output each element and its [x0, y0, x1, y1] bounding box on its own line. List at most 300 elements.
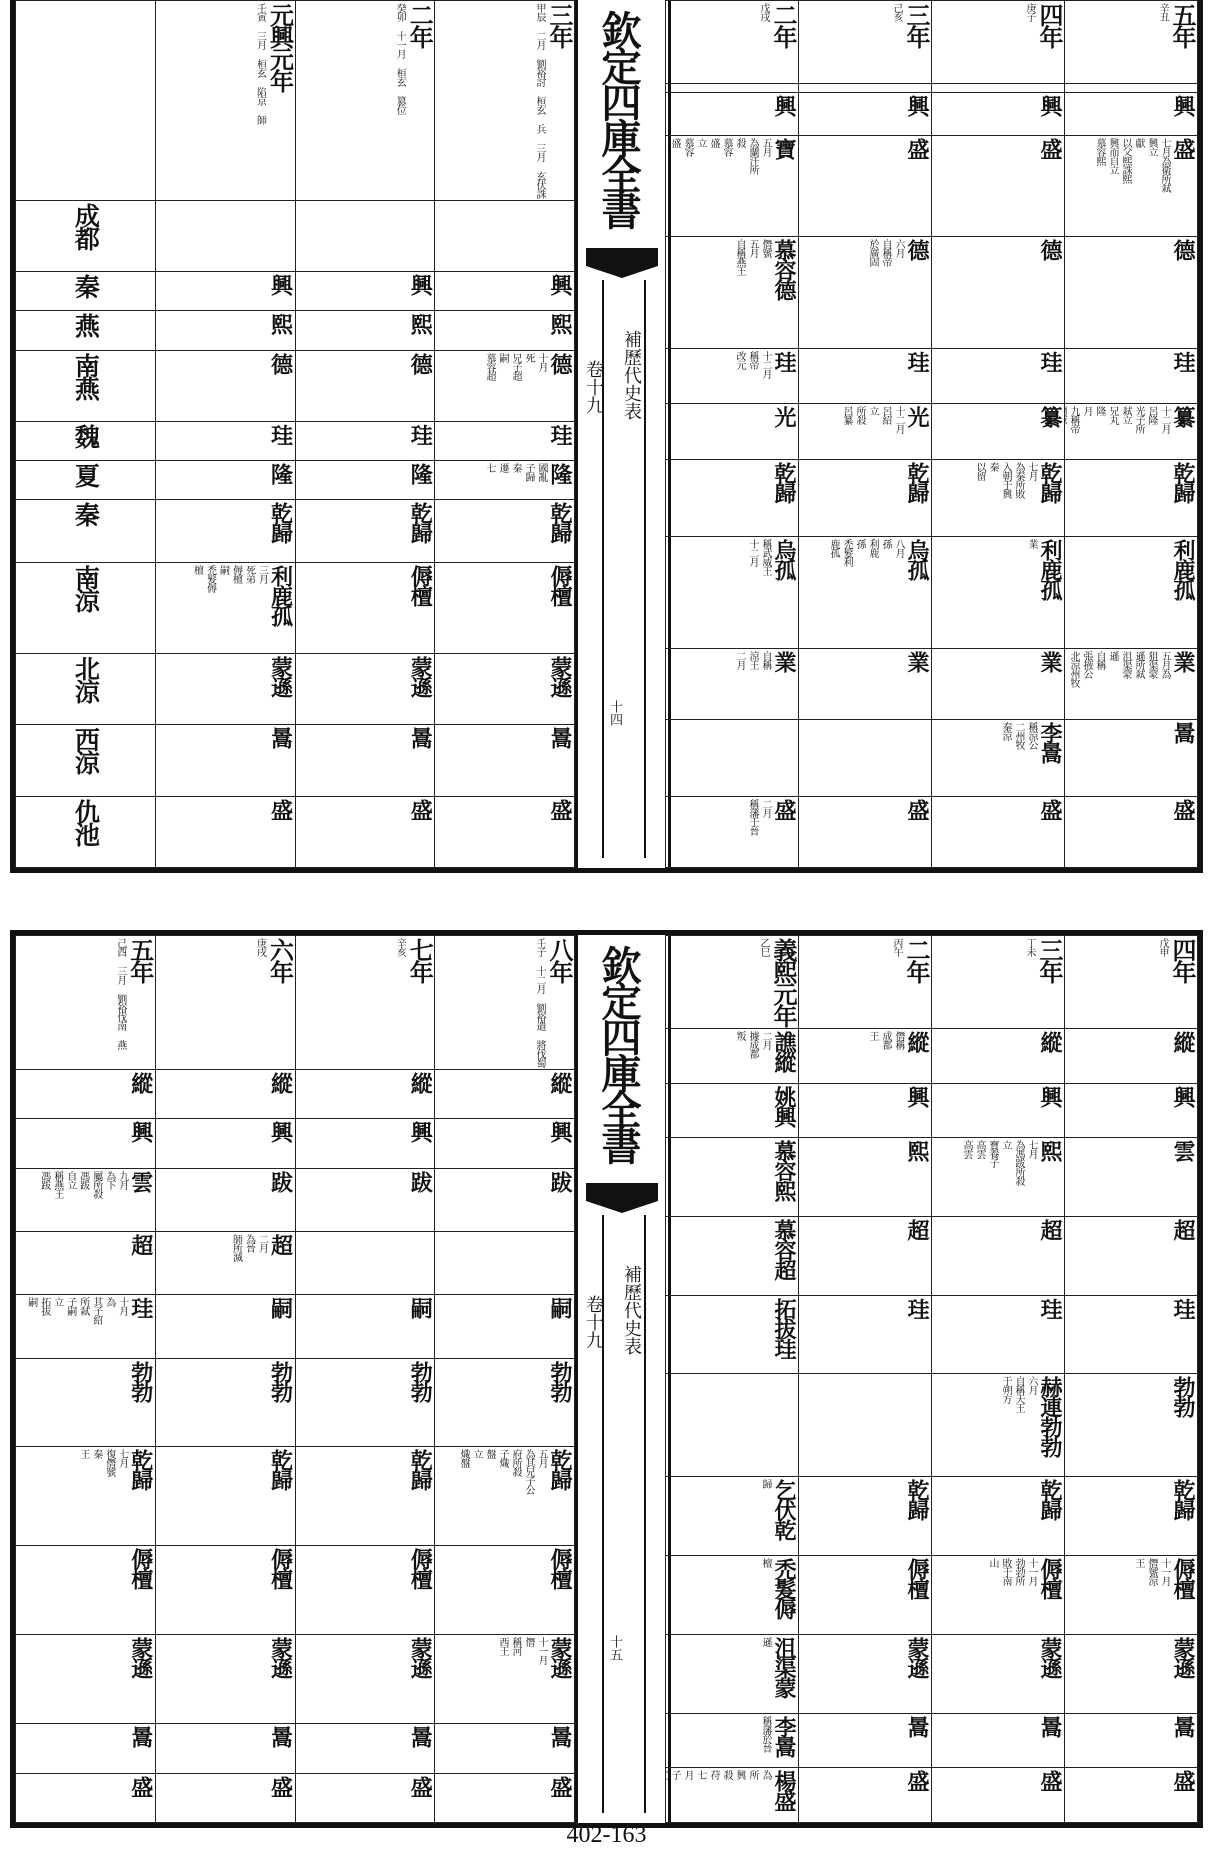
ruler-note: 稱涼公 — [1026, 721, 1037, 749]
year-header — [159, 938, 295, 1067]
ruler-note: 五月 — [747, 239, 758, 258]
table-cell — [1065, 1374, 1198, 1477]
ruler-note: 自稱天王 — [1013, 1376, 1024, 1413]
table-cell — [435, 311, 575, 350]
row-label: 南涼 — [71, 565, 101, 612]
ruler-name: 暠 — [127, 1726, 154, 1747]
row-label-cell — [16, 421, 156, 460]
top-left-table — [15, 0, 575, 868]
ruler-note: 慕容 — [682, 137, 693, 156]
table-row — [666, 237, 1198, 349]
table-row — [666, 649, 1198, 720]
table-cell — [435, 421, 575, 460]
cell-content — [438, 313, 571, 347]
ruler-name: 興 — [1170, 94, 1196, 115]
cell-content — [802, 1219, 928, 1293]
ruler-note: 西王 — [497, 1637, 508, 1656]
cell-content — [935, 799, 1061, 865]
row-label: 西涼 — [71, 727, 101, 774]
ruler-name: 縱 — [1037, 1031, 1063, 1051]
ruler-note: 稱藩於晉 — [760, 1715, 771, 1752]
table-cell — [666, 1768, 799, 1823]
table-cell — [1065, 1083, 1198, 1138]
table-cell — [932, 1635, 1065, 1714]
year-label: 三年 — [902, 3, 931, 47]
table-cell — [295, 796, 435, 867]
table-row — [666, 349, 1198, 404]
cell-content — [159, 313, 292, 347]
ruler-note: 立 — [867, 406, 878, 416]
table-cell — [666, 1556, 799, 1635]
ruler-name: 興 — [267, 1121, 294, 1142]
year-label: 五年 — [125, 938, 155, 982]
ruler-note: 自稱 — [1094, 651, 1105, 670]
ruler-name: 光 — [771, 406, 797, 427]
ruler-note: 沮渠蒙 — [1120, 651, 1131, 679]
cell-content — [159, 1449, 292, 1543]
ruler-name: 暠 — [407, 727, 434, 748]
ruler-name: 嗣 — [547, 1297, 573, 1318]
cell-content — [438, 1171, 571, 1229]
row-label-cell — [16, 500, 156, 563]
table-row — [666, 537, 1198, 649]
table-row — [16, 1773, 575, 1823]
year-label: 七年 — [405, 938, 435, 982]
ruler-name: 興 — [1037, 1085, 1063, 1106]
ruler-name: 業 — [771, 651, 797, 672]
cell-content — [438, 1449, 571, 1543]
table-cell — [16, 1773, 156, 1823]
ruler-name: 超 — [1037, 1218, 1063, 1239]
table-cell — [799, 237, 932, 349]
ruler-name: 盛 — [904, 1770, 930, 1791]
ruler-note: 遜所弒 — [1133, 651, 1144, 679]
cell-content — [19, 1072, 152, 1116]
table-cell — [666, 1216, 799, 1295]
ruler-name: 暠 — [407, 1726, 434, 1747]
table-cell — [932, 84, 1065, 93]
table-row — [666, 797, 1198, 868]
ruler-note: 勃勃所 — [1013, 1558, 1024, 1586]
ruler-note: 僭號涼 — [1146, 1558, 1157, 1586]
ruler-name: 興 — [1037, 94, 1063, 115]
cell-content — [159, 656, 292, 722]
ruler-note: 稱河 — [510, 1637, 521, 1656]
table-cell — [932, 1374, 1065, 1477]
table-cell — [932, 649, 1065, 720]
ruler-note — [666, 1770, 667, 1779]
ruler-note: 自稱帝 — [880, 239, 891, 267]
cell-content — [935, 1298, 1061, 1372]
cell-content — [802, 406, 928, 456]
table-cell — [932, 349, 1065, 404]
top-spine — [575, 0, 671, 868]
ruler-name: 德 — [267, 352, 294, 373]
table-row — [16, 1724, 575, 1773]
ruler-note: 八月 — [893, 539, 904, 558]
table-row — [666, 135, 1198, 237]
cell-content — [299, 424, 432, 458]
table-cell — [1065, 349, 1198, 404]
row-label: 仇池 — [71, 798, 101, 845]
table-row — [666, 92, 1198, 135]
table-cell — [932, 1477, 1065, 1556]
ruler-note: 涼王 — [747, 651, 758, 670]
table-row — [666, 1477, 1198, 1556]
cell-content — [438, 463, 571, 497]
ruler-note: 僭 — [523, 1637, 534, 1647]
bottom-page — [10, 930, 1203, 1828]
bottom-spine — [575, 935, 671, 1823]
table-row — [666, 1216, 1198, 1295]
ruler-name: 盛 — [407, 798, 434, 819]
cell-content — [802, 462, 928, 535]
cell-content — [299, 565, 432, 651]
cell-content — [159, 1361, 292, 1445]
ruler-note: 十二月 — [893, 406, 904, 434]
cell-content — [935, 462, 1061, 535]
cell-content — [159, 799, 292, 865]
cell-content — [935, 138, 1061, 235]
ruler-name: 暠 — [1037, 1715, 1063, 1736]
table-cell — [155, 1295, 295, 1358]
ruler-note: 為晉 — [243, 1234, 255, 1253]
year-header — [1068, 3, 1197, 81]
table-cell — [155, 1724, 295, 1773]
ruler-note: 二月 — [734, 651, 745, 670]
cell-content — [1068, 1376, 1194, 1474]
year-header — [438, 938, 574, 1067]
table-cell — [799, 1768, 932, 1823]
ruler-note: 七月 — [1026, 1140, 1037, 1159]
table-cell — [799, 1713, 932, 1768]
cell-content — [669, 138, 795, 235]
table-cell — [799, 1216, 932, 1295]
table-cell — [295, 1119, 435, 1168]
year-header — [935, 938, 1064, 1026]
ruler-note: 於廣固 — [867, 239, 878, 267]
cell-content — [802, 799, 928, 865]
year-note: 癸卯 十一月 桓玄 篡位 — [394, 3, 406, 114]
cell-content — [19, 1637, 152, 1721]
table-row — [16, 311, 575, 350]
cell-content — [299, 1776, 432, 1821]
ruler-name: 興 — [407, 1121, 434, 1142]
spine-subtitle: 補歷代史表 — [621, 330, 642, 420]
bottom-right-table — [665, 935, 1198, 1823]
cell-content — [1068, 1716, 1194, 1766]
year-header-cell — [155, 936, 295, 1070]
row-label: 夏 — [71, 463, 101, 487]
table-cell — [932, 1556, 1065, 1635]
year-label: 二年 — [902, 938, 931, 982]
table-cell — [932, 135, 1065, 237]
ruler-name: 興 — [407, 274, 434, 295]
ruler-note — [1065, 406, 1066, 424]
book-title: 欽定四庫全書 — [595, 10, 642, 226]
ruler-note: 兄子超 — [510, 352, 521, 380]
table-cell — [932, 1768, 1065, 1823]
table-cell — [435, 654, 575, 725]
ruler-name: 傉檀 — [1037, 1558, 1063, 1599]
year-header — [299, 3, 435, 198]
cell-content — [159, 353, 292, 419]
ruler-note: 檀 — [760, 1558, 771, 1568]
cell-content — [159, 1776, 292, 1821]
ruler-name: 勃勃 — [407, 1360, 434, 1401]
cell-content — [802, 239, 928, 346]
ruler-name: 利鹿孤 — [267, 565, 294, 626]
ruler-note: 慕容超 — [484, 352, 495, 380]
ruler-note: 為其兄子公 — [523, 1449, 534, 1495]
table-cell — [295, 272, 435, 311]
cell-content — [299, 1726, 432, 1770]
row-label: 秦 — [71, 502, 101, 526]
row-label: 北涼 — [71, 656, 101, 702]
top-page — [10, 0, 1203, 873]
ruler-name: 乾歸 — [771, 461, 797, 502]
table-row — [16, 421, 575, 460]
cell-content — [1068, 406, 1194, 456]
table-cell — [16, 1635, 156, 1724]
table-row — [16, 1168, 575, 1231]
ruler-note: 嗣 — [497, 352, 508, 362]
ruler-name: 跋 — [267, 1170, 294, 1191]
cell-content — [159, 1548, 292, 1632]
ruler-note: 孫 — [854, 539, 865, 549]
table-cell — [155, 1773, 295, 1823]
table-cell — [932, 1295, 1065, 1374]
cell-content — [802, 1716, 928, 1766]
ruler-note: 遜 — [760, 1637, 771, 1647]
row-label-cell — [16, 272, 156, 311]
table-cell — [666, 719, 799, 797]
table-cell — [1065, 797, 1198, 868]
ruler-note: 十月 — [116, 1297, 128, 1316]
cell-content — [802, 651, 928, 717]
cell-content — [669, 1770, 795, 1820]
label-corner — [16, 1, 156, 201]
table-cell — [435, 1232, 575, 1295]
ruler-name: 德 — [904, 239, 930, 260]
ruler-note: 張掖公 — [1081, 651, 1092, 679]
ruler-name: 興 — [547, 1121, 573, 1142]
year-label: 三年 — [1035, 938, 1064, 982]
year-note: 辛亥 — [394, 938, 406, 956]
ruler-name: 縱 — [127, 1072, 154, 1092]
ruler-name: 珪 — [1170, 1297, 1196, 1318]
cell-content — [299, 727, 432, 793]
cell-content — [299, 1637, 432, 1721]
cell-content — [1068, 799, 1194, 865]
ruler-name: 乾歸 — [547, 502, 573, 543]
cell-content — [1068, 95, 1194, 133]
row-label: 魏 — [71, 423, 101, 447]
ruler-name: 超 — [1170, 1218, 1196, 1239]
year-header-cell — [1065, 936, 1198, 1029]
table-row — [16, 654, 575, 725]
table-cell — [295, 311, 435, 350]
table-cell — [932, 404, 1065, 459]
ruler-note: 十二月 — [760, 351, 771, 379]
ruler-name: 隆 — [267, 463, 294, 484]
year-label: 八年 — [545, 938, 574, 982]
cell-content — [438, 353, 571, 419]
table-cell — [666, 1295, 799, 1374]
cell-content — [299, 1297, 432, 1355]
table-cell — [799, 797, 932, 868]
ruler-note: 呂紹 — [880, 406, 891, 425]
ruler-name: 暠 — [547, 727, 573, 748]
ruler-name: 盛 — [267, 798, 294, 819]
ruler-note: 慕容熙 — [1094, 137, 1105, 165]
ruler-note: 傉檀 — [230, 565, 242, 584]
cell-content — [1068, 539, 1194, 646]
ruler-note: 立 — [471, 1449, 482, 1459]
year-header — [669, 938, 798, 1026]
ruler-note: 六月 — [893, 239, 904, 258]
ruler-name: 傉檀 — [1170, 1558, 1196, 1599]
ruler-name: 興 — [127, 1121, 154, 1142]
book-title: 欽定四庫全書 — [595, 945, 642, 1161]
ruler-note: 子 — [669, 1770, 680, 1780]
table-cell — [435, 272, 575, 311]
table-cell — [1065, 1635, 1198, 1714]
ruler-name: 盛 — [127, 1775, 154, 1796]
table-cell — [155, 1546, 295, 1635]
table-cell — [435, 461, 575, 500]
table-cell — [435, 796, 575, 867]
cell-content — [159, 1297, 292, 1355]
cell-content — [802, 1770, 928, 1820]
row-label: 秦 — [71, 274, 101, 298]
footer-label: 402-163 — [566, 1822, 647, 1848]
cell-content — [299, 1548, 432, 1632]
table-cell — [155, 1168, 295, 1231]
table-cell — [799, 537, 932, 649]
table-cell — [799, 1138, 932, 1217]
table-cell — [932, 797, 1065, 868]
table-cell — [666, 797, 799, 868]
cell-content — [159, 1171, 292, 1229]
ruler-name: 盛 — [1037, 799, 1063, 820]
ruler-note: 慕容 — [721, 137, 732, 156]
cell-content — [935, 1376, 1061, 1474]
year-header-cell — [155, 1, 295, 201]
row-label: 成都 — [71, 203, 101, 249]
ruler-note: 敗于南 — [1000, 1558, 1011, 1586]
ruler-note: 為下 — [103, 1170, 115, 1189]
cell-content — [19, 1361, 152, 1445]
year-header-cell — [666, 1, 799, 84]
year-header-cell — [435, 936, 575, 1070]
ruler-name: 乾歸 — [407, 1449, 434, 1490]
cell-content — [669, 1140, 795, 1214]
ruler-name: 熙 — [267, 313, 294, 334]
table-cell — [295, 1773, 435, 1823]
ruler-note: 死弟 — [243, 565, 255, 584]
ruler-name: 傉檀 — [127, 1548, 154, 1589]
ruler-note: 九稱帝 — [1068, 406, 1079, 434]
ruler-name: 利鹿孤 — [1037, 539, 1063, 600]
row-label: 南燕 — [71, 352, 101, 399]
table-row — [16, 563, 575, 654]
row-label-cell — [16, 350, 156, 421]
table-cell — [155, 461, 295, 500]
ruler-note: 二月 — [760, 799, 771, 818]
table-cell — [932, 1713, 1065, 1768]
ruler-note: 兄丸 — [1107, 406, 1118, 425]
table-row — [666, 1713, 1198, 1768]
cell-content — [159, 1234, 292, 1292]
spine-volume: 卷十九 — [583, 360, 604, 414]
cell-content — [299, 1072, 432, 1116]
cell-content — [669, 1558, 795, 1632]
ruler-name: 興 — [1170, 1085, 1196, 1106]
table-row — [16, 1447, 575, 1546]
table-cell — [16, 1447, 156, 1546]
table-cell — [799, 1477, 932, 1556]
ruler-note: 府所殺 — [510, 1449, 521, 1477]
table-cell — [435, 725, 575, 796]
ruler-name: 縱 — [547, 1072, 573, 1092]
row-label-cell — [16, 725, 156, 796]
ruler-name: 跋 — [547, 1170, 573, 1191]
ruler-note: 十一月 — [536, 1637, 547, 1665]
cell-content — [1068, 1637, 1194, 1711]
table-cell — [799, 1374, 932, 1477]
ruler-name: 李暠 — [1037, 721, 1063, 762]
cell-content — [669, 462, 795, 535]
ruler-note: 稱燕王 — [51, 1170, 63, 1198]
ruler-note: 二月 — [760, 1031, 771, 1049]
ruler-name: 乾歸 — [547, 1449, 573, 1490]
ruler-note: 為 — [760, 1770, 771, 1780]
cell-content — [802, 1031, 928, 1081]
ruler-name: 蒙遜 — [127, 1637, 154, 1678]
ruler-name: 姚興 — [771, 1085, 797, 1126]
table-cell — [799, 92, 932, 135]
table-cell — [435, 1773, 575, 1823]
table-cell — [16, 1119, 156, 1168]
table-row — [666, 1635, 1198, 1714]
ruler-note: 秦 — [90, 1449, 102, 1459]
table-cell — [155, 311, 295, 350]
ruler-name: 勃勃 — [1170, 1376, 1196, 1417]
cell-content — [299, 1171, 432, 1229]
header-row — [666, 1, 1198, 84]
table-cell — [932, 1083, 1065, 1138]
table-cell — [295, 1724, 435, 1773]
table-row — [16, 1070, 575, 1119]
ruler-note: 二州牧 — [1013, 721, 1024, 749]
table-cell — [1065, 1556, 1198, 1635]
table-row — [666, 1556, 1198, 1635]
year-note: 壬寅 三月 桓玄 陷京 師 — [254, 3, 266, 124]
ruler-note: 歸 — [760, 1479, 771, 1489]
table-cell — [932, 92, 1065, 135]
ruler-note: 稱武威王 — [760, 539, 771, 576]
row-label-cell — [16, 563, 156, 654]
ruler-name: 暠 — [547, 1726, 573, 1747]
ruler-note: 月 — [682, 1770, 693, 1780]
page-number: 十四 — [607, 700, 622, 726]
cell-content — [1068, 351, 1194, 401]
ruler-name: 興 — [547, 274, 573, 295]
year-label: 三年 — [545, 3, 574, 47]
table-row — [16, 350, 575, 421]
ruler-note: 六月 — [1026, 1376, 1037, 1395]
